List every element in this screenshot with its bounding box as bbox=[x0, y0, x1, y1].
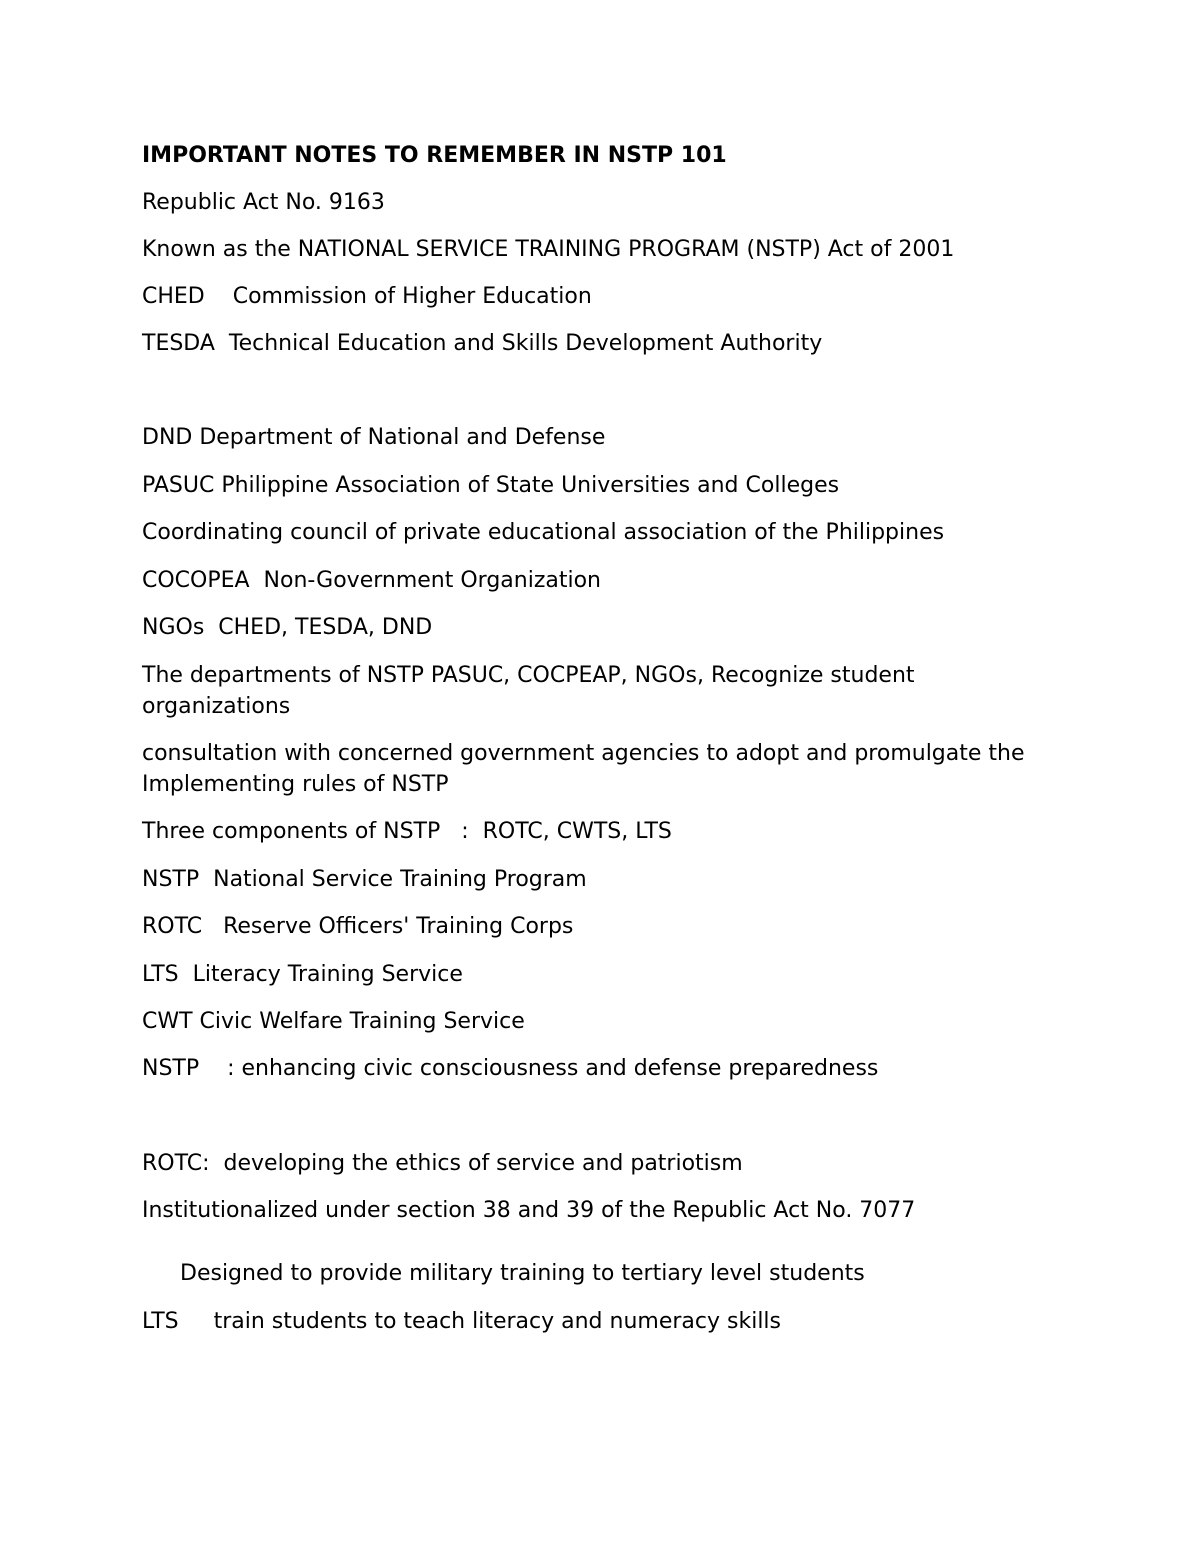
text-line: DND Department of National and Defense bbox=[142, 425, 606, 450]
text-line: CWT Civic Welfare Training Service bbox=[142, 1009, 525, 1034]
text-line: Institutionalized under section 38 and 39 of the Republic Act No. 7077 bbox=[142, 1198, 916, 1223]
text-line: NSTP National Service Training Program bbox=[142, 867, 587, 892]
text-line: NSTP : enhancing civic consciousness and defense preparedness bbox=[142, 1056, 879, 1081]
text-line: LTS Literacy Training Service bbox=[142, 962, 463, 987]
text-line: Three components of NSTP : ROTC, CWTS, LTS bbox=[142, 819, 672, 844]
text-line: ROTC: developing the ethics of service and patriotism bbox=[142, 1151, 743, 1176]
text-line: CHED Commission of Higher Education bbox=[142, 284, 592, 309]
text-line: Known as the NATIONAL SERVICE TRAINING PROGRAM (NSTP) Act of 2001 bbox=[142, 237, 955, 262]
text-line: PASUC Philippine Association of State Universities and Colleges bbox=[142, 473, 840, 498]
text-line: ROTC Reserve Officers' Training Corps bbox=[142, 914, 574, 939]
text-line: NGOs CHED, TESDA, DND bbox=[142, 615, 433, 640]
text-line: TESDA Technical Education and Skills Development Authority bbox=[142, 331, 823, 356]
text-line: The departments of NSTP PASUC, COCPEAP, NGOs, Recognize student organizations bbox=[142, 663, 922, 719]
text-line: Republic Act No. 9163 bbox=[142, 190, 385, 215]
text-line: Coordinating council of private educational association of the Philippines bbox=[142, 520, 945, 545]
text-line: COCOPEA Non-Government Organization bbox=[142, 568, 602, 593]
text-line: Designed to provide military training to tertiary level students bbox=[180, 1261, 865, 1286]
text-line: consultation with concerned government agencies to adopt and promulgate the Implementing rules of NSTP bbox=[142, 741, 1032, 797]
document-title: IMPORTANT NOTES TO REMEMBER IN NSTP 101 bbox=[142, 143, 727, 168]
text-line: LTS train students to teach literacy and numeracy skills bbox=[142, 1309, 781, 1334]
